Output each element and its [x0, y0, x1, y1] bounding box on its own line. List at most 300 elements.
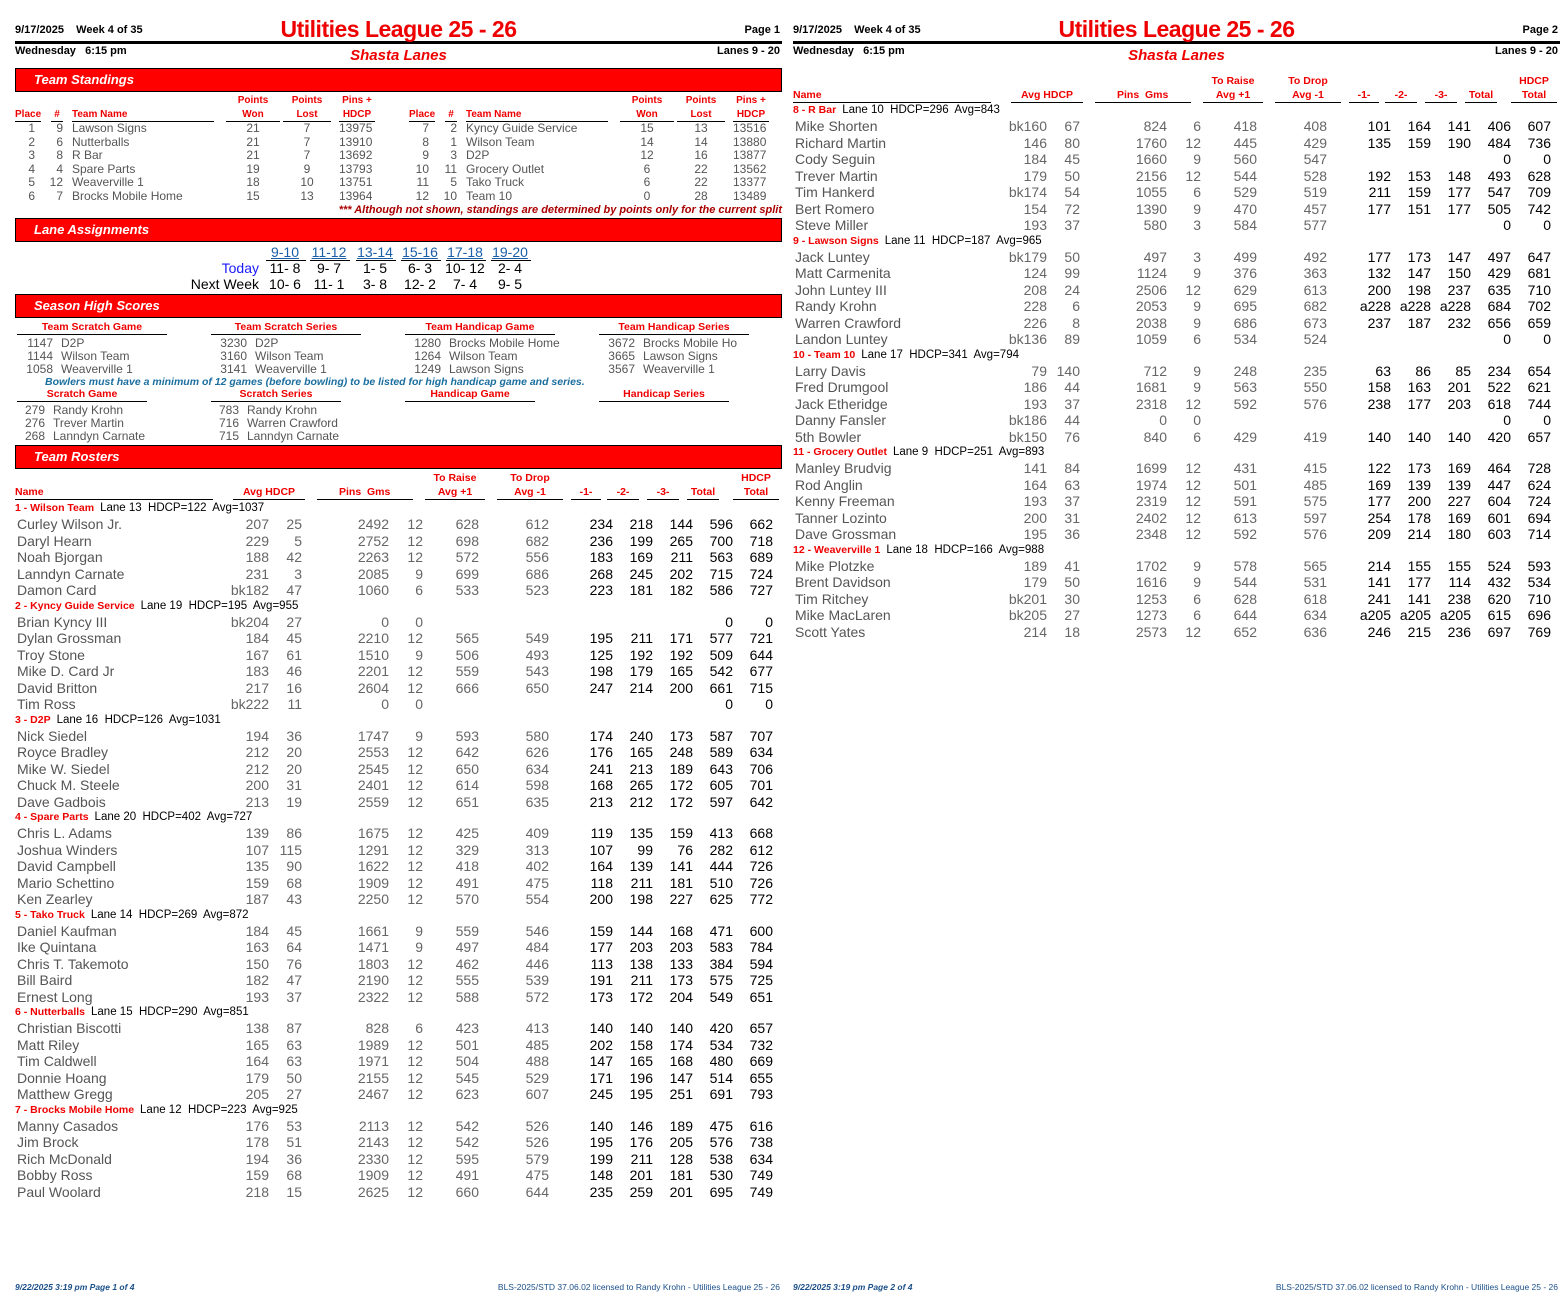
hdcp-total: 714: [1527, 526, 1551, 542]
column-drop_bot: Avg -1: [497, 486, 563, 500]
games: 9: [415, 646, 423, 663]
points-won: 15: [640, 121, 654, 135]
column-pins_gms: Pins Gms: [1095, 89, 1191, 103]
score: 268: [24, 429, 45, 443]
team-number: 8: [56, 148, 63, 162]
pins-hdcp: 13562: [733, 161, 767, 176]
pins: 2155: [357, 1069, 389, 1086]
hdcp-total: 721: [749, 630, 773, 646]
game-1: 147: [589, 1053, 613, 1069]
to-drop: 635: [525, 793, 549, 810]
player-row: [15, 1134, 782, 1151]
player-row: [15, 680, 782, 697]
games: 12: [1185, 623, 1201, 640]
game-3: 174: [669, 1036, 693, 1053]
game-2: 165: [629, 1053, 653, 1069]
to-raise: 429: [1233, 428, 1257, 445]
handicap: 76: [286, 955, 302, 972]
pins: 1660: [1135, 151, 1167, 167]
game-2: 169: [629, 549, 653, 565]
handicap: 87: [286, 1020, 302, 1036]
pins: 2506: [1135, 281, 1167, 298]
average: 178: [245, 1134, 269, 1150]
to-raise: 592: [1233, 395, 1257, 412]
player-row: [793, 168, 1560, 185]
pins: 2559: [357, 793, 389, 810]
game-2: 179: [629, 663, 653, 679]
games: 9: [1193, 200, 1201, 217]
game-3: 169: [1447, 509, 1471, 526]
games: 9: [1193, 379, 1201, 395]
game-1: 174: [589, 727, 613, 744]
games: 9: [1193, 557, 1201, 574]
to-drop: 531: [1303, 574, 1327, 590]
pins: 1622: [357, 858, 389, 874]
game-2: 211: [630, 1150, 653, 1167]
team-name: 10 - Team 10: [793, 348, 856, 361]
team-name: Brocks Mobile Ho: [643, 336, 738, 350]
pins-hdcp: 13964: [339, 188, 373, 203]
header-won_top: Points: [237, 95, 269, 106]
games: 6: [1193, 331, 1201, 347]
games: 12: [407, 1036, 423, 1053]
team-info: Lane 16 HDCP=126 Avg=1031: [56, 713, 221, 726]
to-drop: 576: [1303, 395, 1327, 412]
header-lost_bot: Lost: [677, 108, 725, 122]
to-raise: 501: [455, 1036, 479, 1053]
games: 12: [1185, 493, 1201, 509]
column-name: Name: [15, 486, 213, 500]
total: 0: [1503, 217, 1511, 233]
high-score-scratch-game: [17, 388, 147, 443]
lane-matchup: 9- 5: [497, 276, 523, 292]
game-1: a228: [1359, 298, 1391, 314]
game-2: 218: [629, 516, 653, 532]
place: 12: [415, 188, 429, 203]
to-raise: 431: [1233, 460, 1257, 476]
player-row: [793, 526, 1560, 543]
total: 530: [709, 1167, 733, 1183]
team-info: Lane 17 HDCP=341 Avg=794: [861, 348, 1019, 361]
handicap: 86: [286, 825, 302, 841]
lane-pair-underline: [446, 260, 486, 261]
to-drop: 598: [525, 777, 549, 793]
games: 12: [407, 1069, 423, 1086]
games: 12: [407, 891, 423, 907]
total: 605: [709, 777, 733, 793]
games: 0: [415, 696, 423, 712]
hdcp-total: 718: [749, 532, 773, 549]
game-3: 189: [669, 760, 693, 777]
to-drop: 682: [1303, 298, 1327, 314]
score: 276: [24, 416, 45, 430]
to-raise: 534: [1233, 331, 1257, 347]
pins: 2752: [357, 532, 389, 549]
column-hdcp_top: HDCP: [1519, 75, 1549, 87]
team-name: 8 - R Bar: [793, 104, 837, 116]
player-name: Matt Carmenita: [795, 265, 891, 281]
total: 234: [1487, 362, 1511, 379]
header-team: Team Name: [72, 108, 214, 122]
header-lost_top: Points: [685, 95, 717, 106]
lane-matchup: 11- 8: [269, 260, 301, 276]
column-hdcp_bot: Total: [1511, 89, 1557, 103]
game-1: 245: [589, 1086, 613, 1102]
games: 9: [415, 922, 423, 939]
games: 6: [1193, 428, 1201, 445]
player-row: [15, 696, 782, 713]
games: 12: [407, 874, 423, 891]
total: 715: [709, 565, 733, 582]
standings-row: [15, 176, 388, 190]
games: 9: [1193, 574, 1201, 590]
page-number: Page 1: [744, 24, 780, 36]
team-name: Kyncy Guide Service: [466, 121, 578, 135]
player-name: Troy Stone: [17, 646, 85, 663]
player-row: [793, 624, 1560, 641]
player-name: Mike D. Card Jr: [17, 663, 115, 679]
game-2: 172: [629, 988, 653, 1005]
hdcp-total: 0: [1543, 412, 1551, 428]
pins: 828: [365, 1020, 389, 1036]
team-name: Brocks Mobile Home: [449, 336, 560, 350]
games: 0: [415, 613, 423, 630]
game-3: 182: [669, 582, 693, 598]
games: 12: [407, 630, 423, 646]
game-1: 125: [589, 646, 613, 663]
handicap: 84: [1064, 460, 1080, 476]
total: 643: [709, 760, 733, 777]
player-name: Dylan Grossman: [17, 630, 122, 646]
to-raise: 563: [1233, 379, 1257, 395]
to-raise: 545: [455, 1069, 479, 1086]
to-drop: 618: [1303, 590, 1327, 607]
total: 620: [1487, 590, 1511, 607]
average: 212: [245, 744, 269, 760]
footer-license: BLS-2025/STD 37.06.02 licensed to Randy Krohn - Utilities League 25 - 26: [1275, 1282, 1558, 1292]
hdcp-total: 534: [1527, 574, 1551, 590]
section-season-high-scores: Season High Scores: [15, 294, 782, 318]
average: 193: [1023, 217, 1047, 233]
hdcp-total: 0: [765, 696, 773, 712]
team-name: 11 - Grocery Outlet: [793, 446, 887, 458]
game-1: 211: [1368, 184, 1391, 200]
game-1: 191: [589, 972, 613, 988]
to-drop: 488: [525, 1053, 549, 1069]
game-2: 165: [629, 744, 653, 760]
to-drop: 485: [1303, 476, 1327, 493]
game-3: 265: [669, 532, 693, 549]
total: 0: [725, 613, 733, 630]
standings-row: [409, 190, 782, 204]
game-1: 177: [1367, 200, 1391, 217]
to-raise: 595: [455, 1150, 479, 1167]
game-2: 187: [1407, 314, 1431, 331]
game-3: 177: [1447, 200, 1471, 217]
total: 695: [709, 1183, 733, 1200]
games: 12: [407, 760, 423, 777]
games: 12: [407, 1183, 423, 1200]
pins: 1273: [1135, 607, 1167, 623]
team-name: Wilson Team: [449, 349, 518, 363]
handicap: 89: [1064, 331, 1080, 347]
average: 139: [245, 825, 269, 841]
to-drop: 519: [1303, 184, 1327, 200]
pins: 2604: [357, 679, 389, 696]
game-1: a205: [1359, 607, 1391, 623]
average: 184: [1023, 151, 1047, 167]
lane-matchup: 10- 12: [445, 260, 485, 276]
pins: 2467: [357, 1086, 389, 1102]
column-g2: -2-: [607, 486, 639, 500]
player-name: Randy Krohn: [795, 298, 877, 314]
lane-matchup: 10- 6: [269, 276, 301, 292]
column-hdcp_top: HDCP: [741, 472, 771, 484]
standings-row: [409, 176, 782, 190]
lane-pair-underline: [401, 260, 441, 261]
games: 3: [1193, 217, 1201, 233]
team-name: Lawson Signs: [643, 349, 718, 363]
to-drop: 547: [1303, 151, 1327, 167]
high-scores-note: Bowlers must have a minimum of 12 games (before bowling) to be listed for high handicap game and series.: [45, 376, 585, 388]
place: 4: [28, 161, 35, 176]
player-row: [15, 923, 782, 940]
team-header: [793, 234, 1560, 249]
lane-row-label: Next Week: [190, 276, 259, 292]
average: 228: [1023, 298, 1047, 314]
handicap: 42: [286, 549, 302, 565]
player-name: Chuck M. Steele: [17, 777, 120, 793]
points-won: 15: [246, 188, 260, 203]
league-title: Utilities League 25 - 26: [280, 16, 517, 42]
handicap: 53: [286, 1117, 302, 1134]
points-lost: 22: [694, 161, 708, 176]
player-row: [793, 591, 1560, 608]
games: 12: [1185, 281, 1201, 298]
hdcp-total: 694: [1527, 509, 1551, 526]
total: 615: [1487, 607, 1511, 623]
player-row: [15, 891, 782, 908]
game-1: 237: [1367, 314, 1391, 331]
footer-print-info: 9/22/2025 3:19 pm Page 1 of 4: [15, 1282, 135, 1292]
team-header: [15, 599, 782, 614]
games: 12: [407, 972, 423, 988]
game-2: 159: [1407, 184, 1431, 200]
to-drop: 577: [1303, 217, 1327, 233]
player-name: Dave Gadbois: [17, 793, 106, 810]
to-drop: 475: [525, 874, 549, 891]
team-name: Weaverville 1: [643, 362, 715, 376]
player-row: [793, 607, 1560, 624]
player-row: [15, 842, 782, 859]
to-drop: 650: [525, 679, 549, 696]
pins-hdcp: 13377: [733, 175, 767, 189]
column-hdcp_bot: Total: [733, 486, 779, 500]
game-2: 195: [629, 1086, 653, 1102]
hdcp-total: 701: [749, 777, 773, 793]
pins: 1803: [357, 955, 389, 972]
player-name: Tim Ross: [17, 696, 76, 712]
games: 6: [1193, 118, 1201, 134]
average: 213: [245, 793, 269, 810]
average: 189: [1023, 557, 1047, 574]
game-3: 165: [669, 663, 693, 679]
to-drop: 446: [525, 955, 549, 972]
team-name: Lawson Signs: [449, 362, 524, 376]
team-info: Lane 13 HDCP=122 Avg=1037: [100, 502, 265, 514]
to-drop: 524: [1303, 331, 1327, 347]
game-2: 139: [629, 858, 653, 874]
handicap: 18: [1064, 623, 1080, 640]
average: 135: [245, 858, 269, 874]
total: 505: [1487, 200, 1511, 217]
game-1: 141: [1367, 574, 1391, 590]
average: 200: [245, 777, 269, 793]
game-3: 147: [669, 1069, 693, 1086]
place: 8: [422, 134, 429, 149]
total: 475: [709, 1117, 733, 1134]
game-1: 246: [1367, 623, 1391, 640]
to-raise: 644: [1233, 607, 1257, 623]
handicap: 8: [1072, 314, 1080, 331]
player-name: Manny Casados: [17, 1117, 119, 1134]
pins: 1059: [1135, 331, 1167, 347]
game-3: 227: [669, 891, 693, 907]
game-1: 214: [1367, 557, 1391, 574]
to-raise: 628: [455, 516, 479, 532]
high-score-title: Handicap Game: [405, 388, 535, 402]
handicap: 50: [1064, 248, 1080, 265]
handicap: 44: [1064, 412, 1080, 428]
pins: 2085: [357, 565, 389, 582]
hdcp-total: 634: [749, 744, 773, 760]
game-2: 158: [629, 1036, 653, 1053]
total: 444: [709, 858, 733, 874]
team-info: Lane 10 HDCP=296 Avg=843: [842, 104, 1000, 116]
points-lost: 9: [303, 161, 311, 176]
handicap: 25: [286, 516, 302, 532]
team-name: Brocks Mobile Home: [72, 188, 183, 203]
game-2: 201: [629, 1167, 653, 1183]
team-number: 2: [450, 121, 457, 135]
hdcp-total: 710: [1527, 590, 1551, 607]
to-drop: 612: [525, 516, 549, 532]
average: 141: [1023, 460, 1047, 476]
lane-pair-label: 13-14: [357, 244, 393, 260]
player-row: [15, 1020, 782, 1037]
pins: 1510: [357, 646, 389, 663]
handicap: 44: [1064, 379, 1080, 395]
score: 1147: [27, 336, 53, 350]
lane-row-today: [165, 260, 565, 276]
header-day-time: Wednesday 6:15 pm: [15, 45, 127, 57]
player-row: [15, 875, 782, 892]
game-2: 159: [1407, 134, 1431, 151]
to-raise: 578: [1233, 557, 1257, 574]
score: 716: [218, 416, 239, 430]
average: bk136: [1008, 331, 1047, 347]
to-drop: 408: [1303, 118, 1327, 134]
game-1: 195: [589, 630, 613, 646]
game-1: 209: [1367, 526, 1391, 542]
lane-pairs-row: [165, 244, 565, 260]
game-3: 236: [1447, 623, 1471, 640]
game-1: 236: [589, 532, 613, 549]
handicap: 47: [286, 972, 302, 988]
game-3: 141: [1447, 118, 1471, 134]
hdcp-total: 647: [1527, 248, 1551, 265]
team-name: Lawson Signs: [72, 121, 147, 135]
to-raise: 506: [455, 646, 479, 663]
pins: 0: [381, 613, 389, 630]
game-3: 140: [1447, 428, 1471, 445]
player-row: [793, 265, 1560, 282]
handicap: 46: [286, 663, 302, 679]
player-row: [793, 477, 1560, 494]
game-2: 214: [629, 679, 653, 696]
hdcp-total: 624: [1527, 476, 1551, 493]
team-name: Weaverville 1: [61, 362, 133, 376]
game-1: 177: [1367, 248, 1391, 265]
to-raise: 376: [1233, 265, 1257, 281]
game-1: 241: [1367, 590, 1391, 607]
player-name: Manley Brudvig: [795, 460, 892, 476]
points-won: 21: [246, 121, 260, 135]
games: 9: [1193, 151, 1201, 167]
total: 282: [709, 841, 733, 858]
bowler-name: Trever Martin: [53, 416, 124, 430]
games: 9: [1193, 314, 1201, 331]
average: 212: [245, 760, 269, 777]
game-3: 114: [1448, 574, 1471, 590]
to-drop: 644: [525, 1183, 549, 1200]
games: 12: [407, 744, 423, 760]
handicap: 6: [1072, 298, 1080, 314]
game-2: 214: [1407, 526, 1431, 542]
game-3: 168: [669, 1053, 693, 1069]
team-header: [793, 348, 1560, 363]
player-name: 5th Bowler: [795, 428, 862, 445]
column-g1: -1-: [571, 486, 601, 500]
game-3: 248: [669, 744, 693, 760]
high-score-handicap-game: [405, 388, 535, 404]
hdcp-total: 594: [749, 955, 773, 972]
header-place: Place: [15, 109, 42, 120]
lane-pair-label: 19-20: [492, 244, 528, 260]
handicap: 99: [1064, 265, 1080, 281]
games: 6: [415, 1020, 423, 1036]
player-name: Donnie Hoang: [17, 1069, 107, 1086]
total: 464: [1487, 460, 1511, 476]
pins: 2053: [1135, 298, 1167, 314]
total: 497: [1487, 248, 1511, 265]
to-drop: 402: [525, 858, 549, 874]
games: 12: [407, 858, 423, 874]
game-2: 245: [629, 565, 653, 582]
to-raise: 329: [455, 841, 479, 858]
pins: 1971: [357, 1053, 389, 1069]
player-row: [15, 1184, 782, 1201]
player-name: Chris T. Takemoto: [17, 955, 129, 972]
pins: 2330: [357, 1150, 389, 1167]
bowler-name: Randy Krohn: [53, 403, 124, 417]
lane-matchup: 7- 4: [452, 276, 478, 292]
total: 420: [709, 1020, 733, 1036]
pins: 2318: [1135, 395, 1167, 412]
team-name: Spare Parts: [72, 161, 136, 176]
team-header: [15, 908, 782, 923]
player-name: Jim Brock: [17, 1134, 79, 1150]
